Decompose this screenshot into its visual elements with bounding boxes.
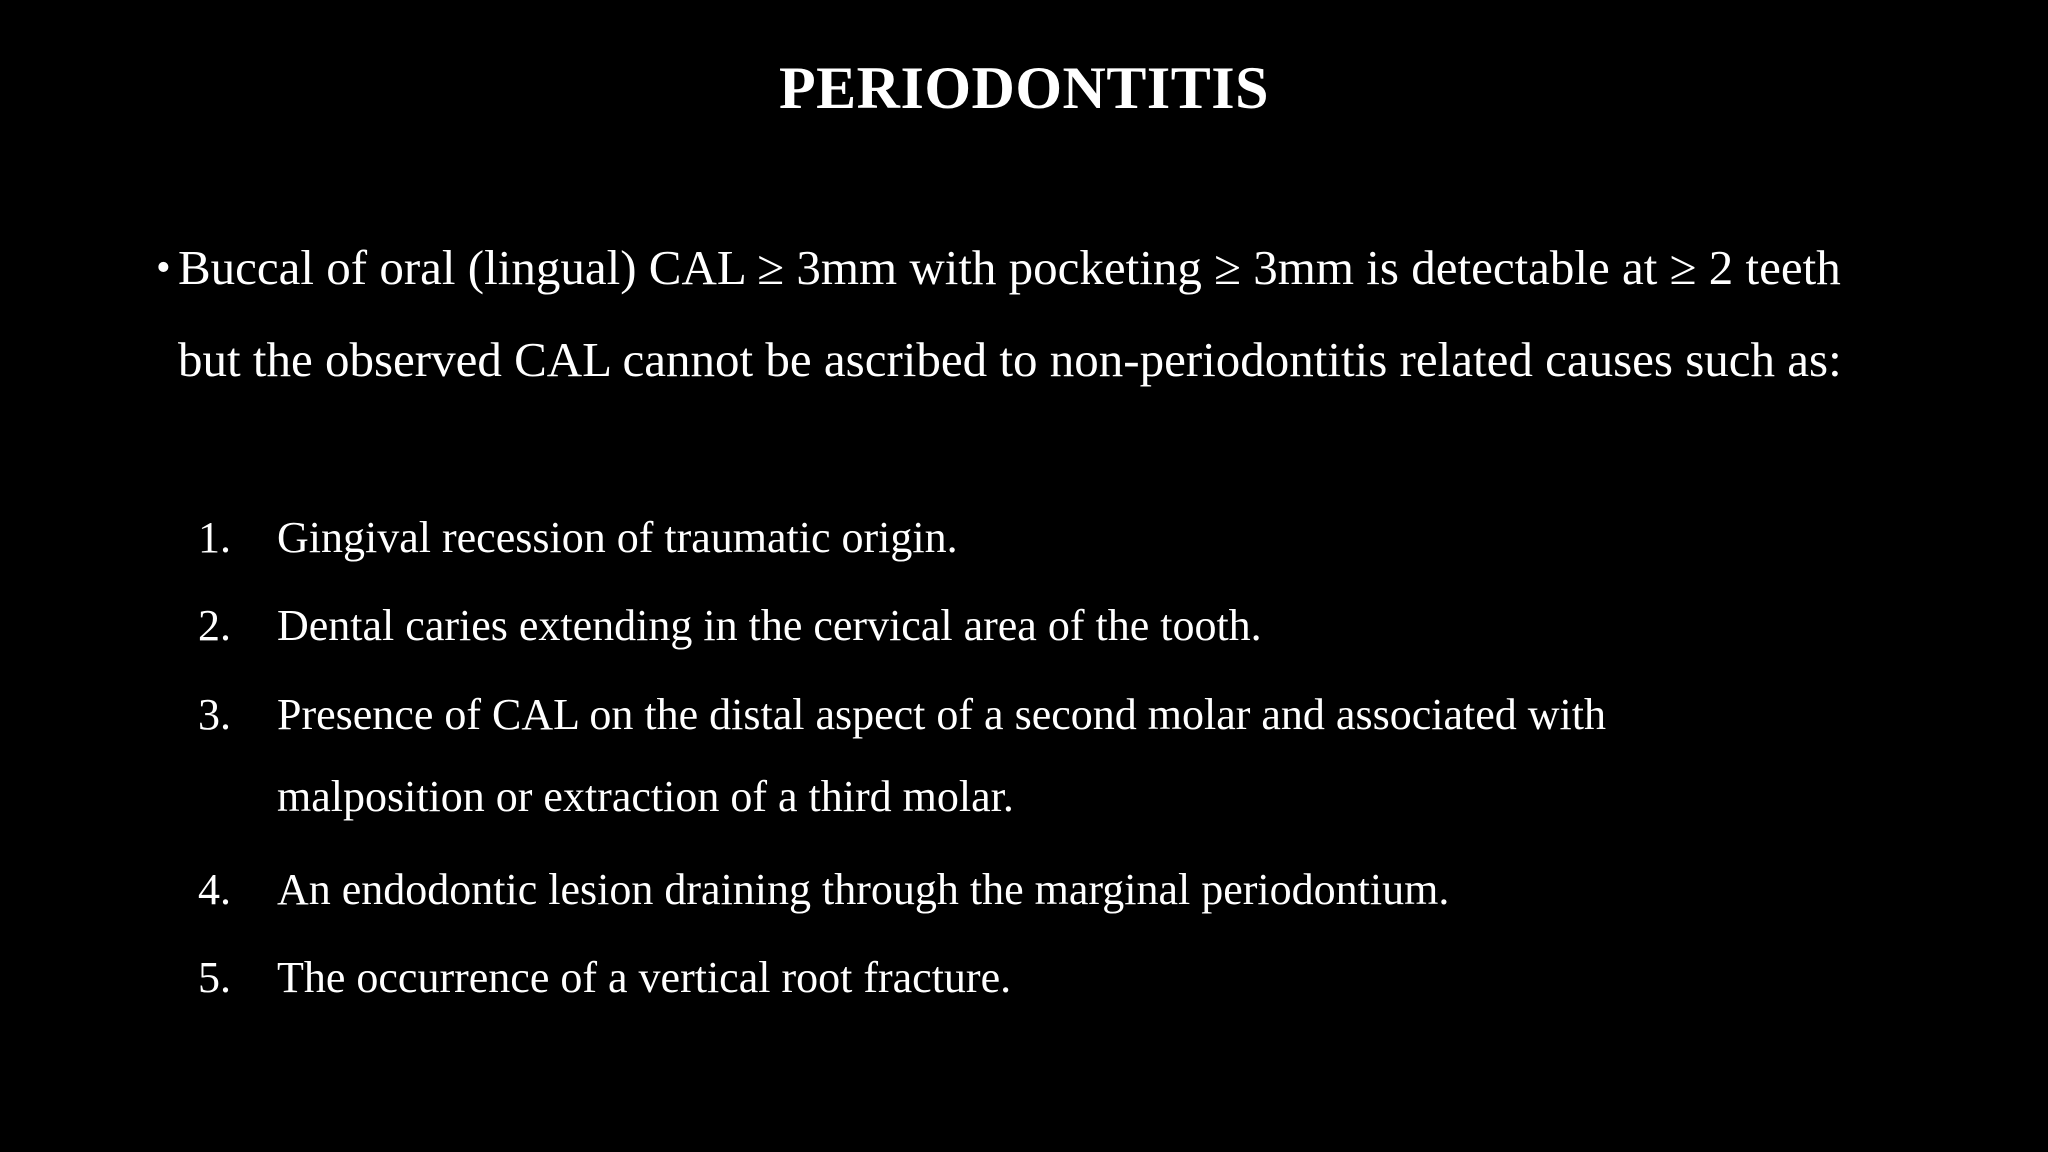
list-item: [198, 497, 1818, 579]
list-item-number: 5.: [198, 953, 231, 1002]
list-item: [198, 937, 1818, 1019]
list-item-number: 2.: [198, 601, 231, 650]
bullet-point: [156, 222, 1876, 406]
list-item-number: 1.: [198, 513, 231, 562]
list-item: [198, 585, 1818, 667]
list-item-text: Gingival recession of traumatic origin.: [277, 513, 958, 562]
slide-title: PERIODONTITIS: [779, 55, 1269, 121]
list-item-number: 3.: [198, 690, 231, 739]
bullet-text: Buccal of oral (lingual) CAL ≥ 3mm with pocketing ≥ 3mm is detectable at ≥ 2 teeth but the observed CAL cannot be ascribed to non-periodontitis related causes such as:: [178, 240, 1842, 387]
list-item-text: An endodontic lesion draining through the marginal periodontium.: [277, 865, 1450, 914]
list-item-text: Presence of CAL on the distal aspect of a second molar and associated with malposition or extraction of a third molar.: [277, 690, 1606, 821]
bullet-marker: •: [156, 245, 171, 291]
list-item-text: The occurrence of a vertical root fracture.: [277, 953, 1012, 1002]
list-item: [198, 849, 1818, 931]
list-item-number: 4.: [198, 865, 231, 914]
list-item-text: Dental caries extending in the cervical area of the tooth.: [277, 601, 1262, 650]
list-item: [198, 674, 1818, 838]
